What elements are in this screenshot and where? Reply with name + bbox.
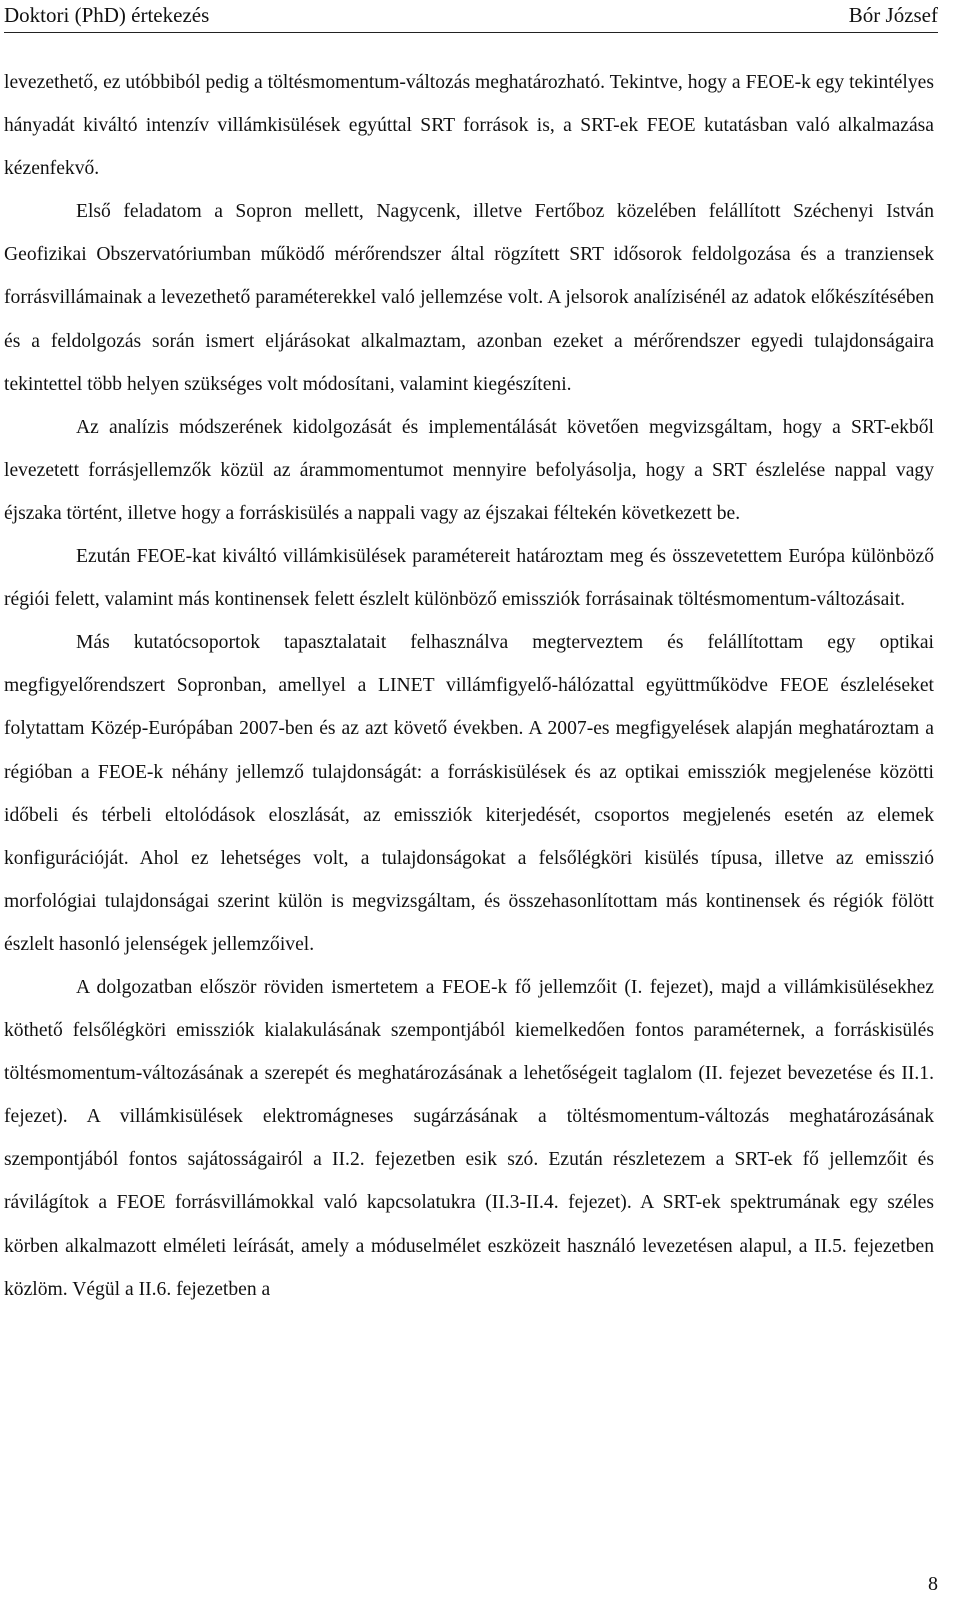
header-title: Doktori (PhD) értekezés: [4, 3, 210, 27]
paragraph: levezethető, ez utóbbiból pedig a töltésmomentum-változás meghatározható. Tekintve, hogy a FEOE-k egy tekintélyes hányadát kiváltó intenzív villámkisülések egyúttal SRT források is, a SRT-ek FEOE kutatásban való alkalmazása kézenfekvő.: [4, 72, 934, 180]
paragraph: Ezután FEOE-kat kiváltó villámkisülések paramétereit határoztam meg és összevetettem Európa különböző régiói felett, valamint más kontinensek felett észlelt különböző emissziók forrásainak töltésmomentum-változásait.: [4, 546, 934, 611]
paragraph: A dolgozatban először röviden ismertetem a FEOE-k fő jellemzőit (I. fejezet), majd a villámkisülésekhez köthető felsőlégköri emissziók kialakulásának szempontjából kiemelkedően fontos paraméternek, a forráskisülés töltésmomentum-változásának a szerepét és meghatározásának a lehetőségeit taglalom (II. fejezet bevezetése és II.1. fejezet). A villámkisülések elektromágneses sugárzásának a töltésmomentum-változás meghatározásának szempontjából fontos sajátosságairól a II.2. fejezetben esik szó. Ezután részletezem a SRT-ek fő jellemzőit és rávilágítok a FEOE forrásvillámokkal való kapcsolatukra (II.3-II.4. fejezet). A SRT-ek spektrumának egy széles körben alkalmazott elméleti leírását, amely a móduselmélet eszközeit használó levezetésen alapul, a II.5. fejezetben közlöm. Végül a II.6. fejezetben a: [4, 976, 934, 1300]
paragraph: Az analízis módszerének kidolgozását és implementálását követően megvizsgáltam, hogy a SRT-ekből levezetett forrásjellemzők közül az árammomentumot mennyire befolyásolja, hogy a SRT észlelése nappal vagy éjszaka történt, illetve hogy a forráskisülés a nappali vagy az éjszakai féltekén következett be.: [4, 416, 934, 524]
paragraph: Első feladatom a Sopron mellett, Nagycenk, illetve Fertőboz közelében felállított Széchenyi István Geofizikai Obszervatóriumban működő mérőrendszer által rögzített SRT idősorok feldolgozása és a tranziensek forrásvillámainak a levezethető paraméterekkel való jellemzése volt. A jelsorok analízisénél az adatok előkészítésében és a feldolgozás során ismert eljárásokat alkalmaztam, azonban ezeket a mérőrendszer egyedi tulajdonságaira tekintettel több helyen szükséges volt módosítani, valamint kiegészíteni.: [4, 201, 934, 395]
page-header: [4, 0, 938, 33]
header-author: Bór József: [848, 3, 938, 27]
body-text: [4, 61, 934, 1311]
page-number: 8: [928, 1573, 938, 1595]
paragraph: Más kutatócsoportok tapasztalatait felhasználva megterveztem és felállítottam egy optikai megfigyelőrendszert Sopronban, amellyel a LINET villámfigyelő-hálózattal együttműködve FEOE észleléseket folytattam Közép-Európában 2007-ben és az azt követő években. A 2007-es megfigyelések alapján meghatároztam a régióban a FEOE-k néhány jellemző tulajdonságát: a forráskisülések és az optikai emissziók megjelenése közötti időbeli és térbeli eltolódások eloszlását, az emissziók kiterjedését, csoportos megjelenés esetén az elemek konfigurációját. Ahol ez lehetséges volt, a tulajdonságokat a felsőlégköri kisülés típusa, illetve az emisszió morfológiai tulajdonságai szerint külön is megvizsgáltam, és összehasonlítottam más kontinensek és régiók fölött észlelt hasonló jelenségek jellemzőivel.: [4, 632, 934, 955]
